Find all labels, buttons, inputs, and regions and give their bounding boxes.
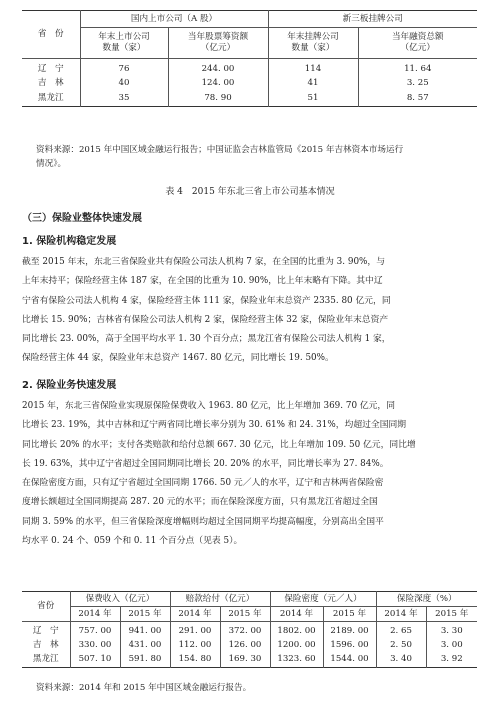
text-line: 宁省有保险公司法人机构 4 家，保险经营主体 111 家，保险业年末总资产 2335. 80 亿元，同 <box>22 295 391 306</box>
subsection-title-institutions: 1. 保险机构稳定发展 <box>22 236 117 247</box>
cell: 941. 00 <box>120 622 170 639</box>
cell: 41 <box>268 76 358 90</box>
year-header: 2014 年 <box>270 607 323 622</box>
year-header: 2014 年 <box>170 607 220 622</box>
cell: 2189. 00 <box>323 622 376 639</box>
cell: 40 <box>80 76 168 90</box>
text-line: 同期 3. 59% 的水平，但三省保险深度增幅则均超过全国同期平均提高幅度，分别高出全国平 <box>22 516 384 527</box>
table-row <box>22 90 477 107</box>
cell: 2. 65 <box>376 622 426 639</box>
province-header: 省份 <box>22 592 70 622</box>
text-line: 保险经营主体 44 家，保险业年末总资产 1467. 80 亿元，同比增长 19. 50%。 <box>22 353 334 364</box>
year-header: 2014 年 <box>376 607 426 622</box>
year-header: 2015 年 <box>323 607 376 622</box>
text-line: 同比增长 20% 的水平；支付各类赔款和给付总额 667. 30 亿元，比上年增加 109. 50 亿元，同比增 <box>22 439 416 450</box>
insurance-table <box>22 591 477 668</box>
cell: 1200. 00 <box>270 638 323 652</box>
cell: 169. 30 <box>220 652 270 668</box>
row-province: 辽 宁 <box>22 622 70 639</box>
row-province: 黑龙江 <box>22 90 80 107</box>
cell: 76 <box>80 59 168 77</box>
cell: 1596. 00 <box>323 638 376 652</box>
cell: 114 <box>268 59 358 77</box>
text-line: 均水平 0. 24 个、059 个和 0. 11 个百分点（见表 5）。 <box>22 536 243 547</box>
row-province: 吉 林 <box>22 76 80 90</box>
group-header-premium: 保费收入（亿元） <box>70 592 170 607</box>
cell: 78. 90 <box>168 90 268 107</box>
table-row <box>22 59 477 77</box>
col-header-neeq-financing: 当年融资总额 （亿元） <box>391 32 444 53</box>
cell: 431. 00 <box>120 638 170 652</box>
year-header: 2015 年 <box>435 608 469 619</box>
text-line: 比增长 15. 90%；吉林省有保险公司法人机构 2 家，保险经营主体 32 家，保险业年末总资产 <box>22 314 389 325</box>
cell: 35 <box>80 90 168 107</box>
cell: 3. 00 <box>440 639 463 650</box>
table-caption: 表 4 2015 年东北三省上市公司基本情况 <box>165 187 335 197</box>
table-row <box>22 622 477 639</box>
text-line: 比增长 23. 19%，其中吉林和辽宁两省同比增长率分别为 30. 61% 和 24. 31%，均超过全国同期 <box>22 420 407 431</box>
cell: 1323. 60 <box>270 652 323 668</box>
cell: 591. 80 <box>120 652 170 668</box>
cell: 11. 64 <box>404 63 432 74</box>
cell: 3. 92 <box>440 654 463 664</box>
cell: 507. 10 <box>70 652 120 668</box>
col-header-equity-financing: 当年股票筹资额 （亿元） <box>168 28 268 59</box>
table-row <box>22 652 477 668</box>
province-header: 省 份 <box>22 11 80 59</box>
group-header-claims: 赔款给付（亿元） <box>170 592 270 607</box>
cell: 126. 00 <box>220 638 270 652</box>
cell: 372. 00 <box>220 622 270 639</box>
table-row <box>22 76 477 90</box>
cell: 1544. 00 <box>323 652 376 668</box>
text-line: 长 19. 63%，其中辽宁省超过全国同期同比增长 20. 20% 的水平，同比增长率为 27. 84%。 <box>22 458 389 469</box>
listed-companies-table <box>22 10 477 107</box>
year-header: 2015 年 <box>120 607 170 622</box>
cell: 757. 00 <box>70 622 120 639</box>
group-header-neeq: 新三板挂牌公司 <box>268 11 477 28</box>
cell: 3. 30 <box>440 625 463 636</box>
col-header-listed-count: 年末上市公司 数量（家） <box>80 28 168 59</box>
cell: 154. 80 <box>170 652 220 668</box>
row-province: 吉 林 <box>22 638 70 652</box>
row-province: 辽 宁 <box>22 59 80 77</box>
cell: 244. 00 <box>168 59 268 77</box>
cell: 291. 00 <box>170 622 220 639</box>
cell: 2. 50 <box>376 638 426 652</box>
text-line: 在保险密度方面，只有辽宁省超过全国同期 1766. 50 元／人的水平，辽宁和吉林两省保险密 <box>22 478 384 489</box>
subsection-title-business: 2. 保险业务快速发展 <box>22 380 117 391</box>
text-line: 截至 2015 年末，东北三省保险业共有保险公司法人机构 7 家，在全国的比重为 3. 90%，与 <box>22 257 386 267</box>
section-title: （三）保险业整体快速发展 <box>22 213 142 224</box>
cell: 8. 57 <box>406 92 429 103</box>
cell: 1802. 00 <box>270 622 323 639</box>
text-line: 同比增长 23. 00%，高于全国平均水平 1. 30 个百分点；黑龙江省有保险公司法人机构 1 家， <box>22 334 391 345</box>
group-header-depth: 保险深度（%） <box>376 592 477 607</box>
year-header: 2015 年 <box>220 607 270 622</box>
text-line: 度增长额超过全国同期提高 287. 20 元的水平；而在保险深度方面，只有黑龙江省超过全国 <box>22 497 378 508</box>
cell: 124. 00 <box>168 76 268 90</box>
table3-source-note: 资料来源：2015 年中国区域金融运行报告；中国证监会吉林监管局《2015 年吉林资本市场运行 情况》。 <box>36 145 404 169</box>
text-line: 上年末持平；保险经营主体 187 家，在全国的比重为 10. 90%，比上年末略有下降。其中辽 <box>22 276 383 287</box>
cell: 3. 25 <box>406 77 429 88</box>
table5-source-note: 资料来源：2014 年和 2015 年中国区域金融运行报告。 <box>36 683 252 693</box>
col-header-neeq-count: 年末挂牌公司 数量（家） <box>268 28 358 59</box>
year-header: 2014 年 <box>70 607 120 622</box>
paragraph-business <box>22 397 478 551</box>
cell: 330. 00 <box>70 638 120 652</box>
table-row <box>22 638 477 652</box>
cell: 3. 40 <box>376 652 426 668</box>
group-header-a-share: 国内上市公司（A 股） <box>80 11 268 28</box>
text-line: 2015 年，东北三省保险业实现原保险保费收入 1963. 80 亿元，比上年增加 369. 70 亿元，同 <box>22 401 396 411</box>
cell: 112. 00 <box>170 638 220 652</box>
group-header-density: 保险密度（元／人） <box>270 592 376 607</box>
paragraph-institutions <box>22 253 478 369</box>
row-province: 黑龙江 <box>22 652 70 668</box>
cell: 51 <box>268 90 358 107</box>
